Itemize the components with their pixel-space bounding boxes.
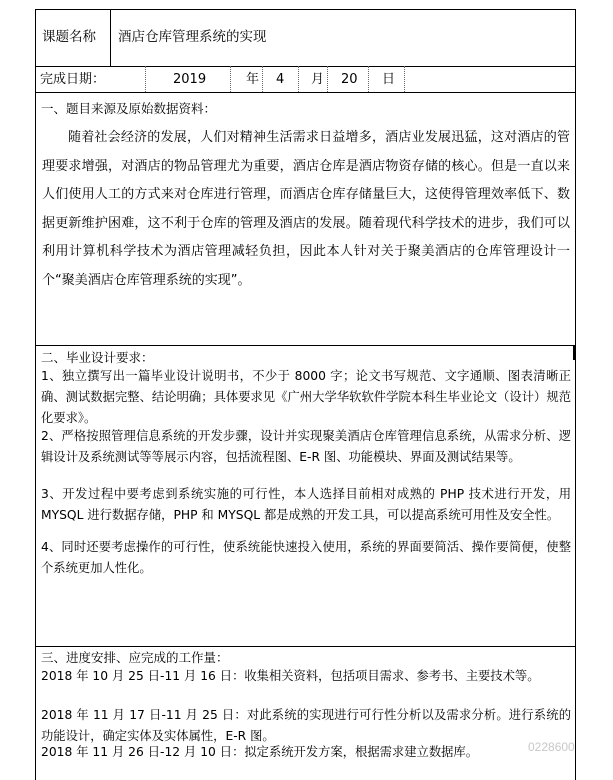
date-cell-divider xyxy=(230,66,231,92)
row-divider xyxy=(35,92,575,93)
watermark: 0228600 xyxy=(528,740,575,754)
date-year[interactable]: 2019 xyxy=(173,72,207,87)
date-day[interactable]: 20 xyxy=(341,72,358,87)
column-divider xyxy=(110,9,111,66)
date-cell-divider xyxy=(327,66,328,92)
section-schedule-title: 三、进度安排、应完成的工作量： xyxy=(41,650,229,665)
date-cell-divider xyxy=(298,66,299,92)
schedule-item[interactable]: 2018 年 11 月 17 日-11 月 25 日：对此系统的实现进行可行性分析以及需求分析。进行系统的功能设计，确定实体及实体属性，E-R 图。 xyxy=(41,708,571,743)
date-day-unit: 日 xyxy=(382,72,396,87)
date-cell-divider xyxy=(404,66,405,92)
row-divider xyxy=(35,345,575,346)
requirement-item[interactable]: 2、严格按照管理信息系统的开发步骤，设计并实现聚美酒店仓库管理信息系统，从需求分析、逻辑设计及系统测试等等展示内容，包括流程图、E-R 图、功能模块、界面及测试结果等。 xyxy=(41,429,571,464)
date-label: 完成日期： xyxy=(40,72,106,87)
date-cell-divider xyxy=(145,66,146,92)
requirement-item[interactable]: 1、独立撰写出一篇毕业设计说明书，不少于 8000 字；论文书写规范、文字通顺、图表清晰正确、测试数据完整、结论明确；具体要求见《广州大学华软软件学院本科生毕业论文（设计）规范化要求》。 xyxy=(41,369,571,425)
schedule-item[interactable]: 2018 年 10 月 25 日-11 月 16 日：收集相关资料，包括项目需求、参考书、主要技术等。 xyxy=(41,669,540,683)
section-requirements-title: 二、毕业设计要求： xyxy=(41,350,154,365)
topic-label: 课题名称 xyxy=(42,29,96,45)
requirement-item[interactable]: 3、开发过程中要考虑到系统实施的可行性，本人选择目前相对成熟的 PHP 技术进行开发，用 MYSQL 进行数据存储，PHP 和 MYSQL 都是成熟的开发工具，可以提高系统可用性及安全性。 xyxy=(41,487,571,522)
row-divider xyxy=(35,646,575,647)
requirement-item[interactable]: 4、同时还要考虑操作的可行性，使系统能快速投入使用，系统的界面要简活、操作要简便，使整个系统更加人性化。 xyxy=(41,540,571,575)
schedule-item[interactable]: 2018 年 11 月 26 日-12 月 10 日：拟定系统开发方案，根据需求建立数据库。 xyxy=(41,745,479,759)
section-source-body[interactable]: 随着社会经济的发展，人们对精神生活需求日益增多，酒店业发展迅猛，这对酒店的管理要求增强，对酒店的物品管理尤为重要，酒店仓库是酒店物资存储的核心。但是一直以来人们使用人工的方式来对仓库进行管理，而酒店仓库存储量巨大，这使得管理效率低下、数据更新维护困难，这不利于仓库的管理及酒店的发展。随着现代科学技术的进步，我们可以利用计算机科学技术为酒店管理减轻负担，因此本人针对关于聚美酒店的仓库管理设计一个“聚美酒店仓库管理系统的实现”。 xyxy=(42,130,570,288)
topic-value[interactable]: 酒店仓库管理系统的实现 xyxy=(118,29,267,45)
section-source-title: 一、题目来源及原始数据资料： xyxy=(41,101,217,116)
date-month-unit: 月 xyxy=(311,72,325,87)
text-cursor xyxy=(573,346,575,360)
date-year-unit: 年 xyxy=(246,72,260,87)
date-cell-divider xyxy=(262,66,263,92)
date-month[interactable]: 4 xyxy=(276,72,285,87)
row-divider xyxy=(35,66,575,67)
date-cell-divider xyxy=(368,66,369,92)
